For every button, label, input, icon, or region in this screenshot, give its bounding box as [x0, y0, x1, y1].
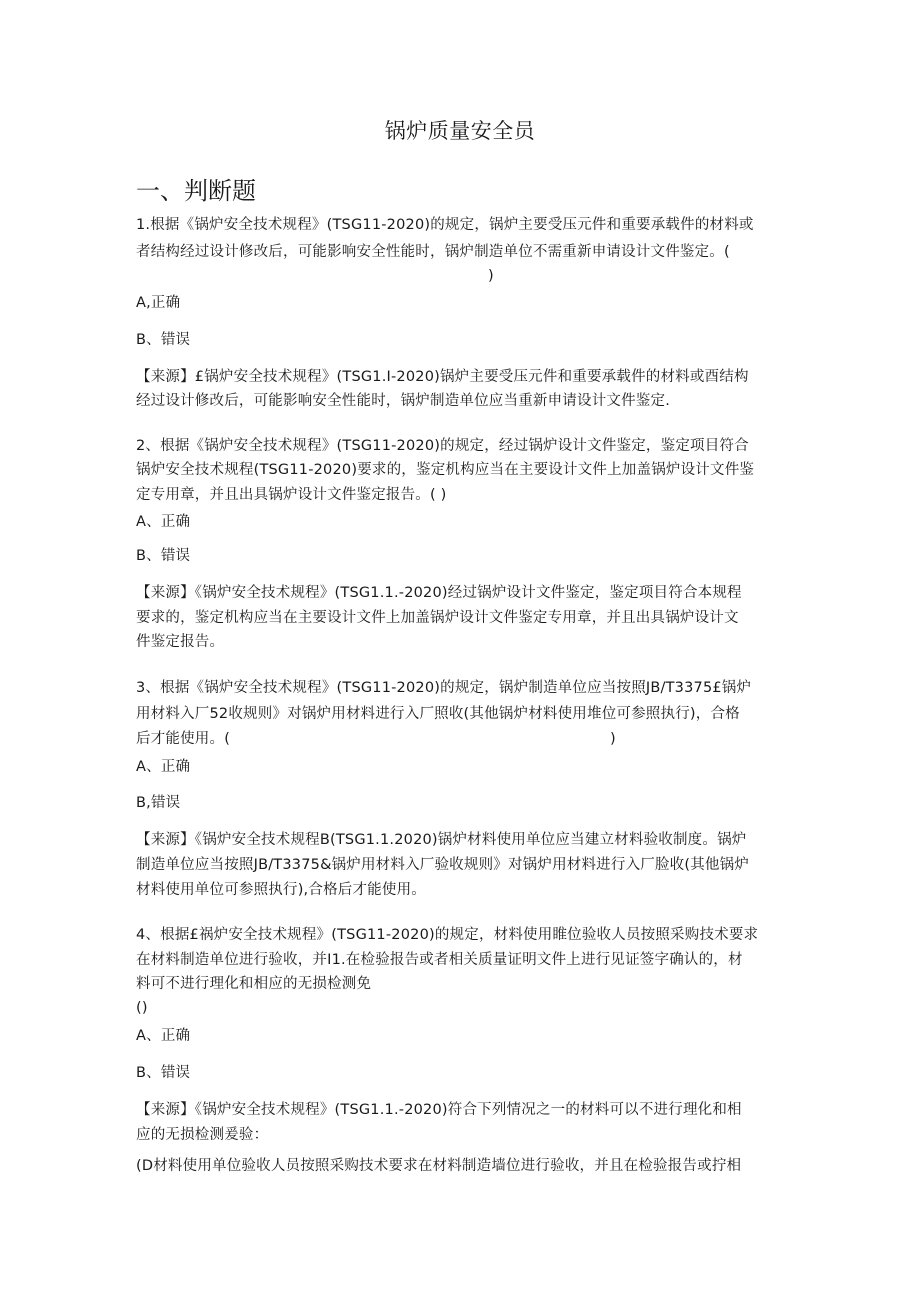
question-4-source-line-2: 应的无损检测爰验： [136, 1127, 269, 1143]
question-2-source-line-2: 要求的，鉴定机构应当在主要设计文件上加盖锅炉设计文件鉴定专用章，并且出具锅炉设计文 [136, 610, 739, 626]
question-1-option-b: B、错误 [136, 332, 191, 348]
question-3-stem-line-1: 3、根据《锅炉安全技术规程》(TSG11-2020)的规定，锅炉制造单位应当按照JB/T3375£锅炉 [136, 680, 752, 696]
question-3-option-b: B,错误 [136, 795, 181, 811]
question-3-source-line-3: 材料使用单位可参照执行),合格后才能使用。 [136, 882, 426, 898]
question-1-option-a: A,正确 [136, 295, 181, 311]
question-4-option-b: B、错误 [136, 1065, 191, 1081]
page-title: 锅炉质量安全员 [384, 119, 536, 143]
question-1-answer-paren: ) [488, 268, 494, 284]
question-4-option-a: A、正确 [136, 1028, 191, 1044]
question-4-stem-line-2: 在材料制造单位进行验收，并I1.在检验报告或者相关质量证明文件上进行见证签字确认的，材 [136, 952, 743, 968]
question-3-stem-line-3: 后才能使用。( [136, 731, 231, 747]
question-2-option-a: A、正确 [136, 514, 191, 530]
question-2-option-b: B、错误 [136, 548, 191, 564]
section-heading: 一、判断题 [136, 177, 256, 205]
question-1-source-line-1: 【来源】£锅炉安全技术规程》(TSG1.I-2020)锅炉主要受压元件和重要承载件的材料或酉结构 [136, 369, 749, 385]
question-3-option-a: A、正确 [136, 759, 191, 775]
question-2-source-line-3: 件鉴定报告。 [136, 634, 225, 650]
question-2-source-line-1: 【来源】《锅炉安全技术规程》(TSG1.1.-2020)经过锅炉设计文件鉴定，鉴定项目符合本规程 [136, 585, 742, 601]
question-3-source-line-1: 【来源】《锅炉安全技术规程B(TSG1.1.2020)锅炉材料使用单位应当建立材料验收制度。锅炉 [136, 832, 747, 848]
question-1-stem-line-1: 1.根据《锅炉安全技术规程》(TSG11-2020)的规定，锅炉主要受压元件和重要承载件的材料或 [136, 217, 754, 233]
question-2-stem-line-3: 定专用章，并且出具锅炉设计文件鉴定报告。( ) [136, 487, 447, 503]
question-4-stem-line-1: 4、根据£祸炉安全技术规程》(TSG11-2020)的规定，材料使用睢位验收人员按照采购技术要求 [136, 927, 759, 943]
question-2-stem-line-1: 2、根据《锅炉安全技术规程》(TSG11-2020)的规定，经过锅炉设计文件鉴定，鉴定项目符合 [136, 438, 749, 454]
question-2-stem-line-2: 锅炉安全技术规程(TSG11-2020)要求的，鉴定机构应当在主要设计文件上加盖锅炉设计文件鉴 [136, 462, 755, 478]
question-3-stem-line-2: 用材料入厂52收规则》对锅炉用材料进行入厂照收(其他锅炉材料使用堆位可参照执行)，合格 [136, 706, 740, 722]
question-3-source-line-2: 制造单位应当按照JB/T3375&锅炉用材料入厂验收规则》对锅炉用材料进行入厂脸收(其他锅炉 [136, 857, 750, 873]
question-4-source-line-1: 【来源】《锅炉安全技术规程》(TSG1.1.-2020)符合下列情况之一的材料可以不进行理化和相 [136, 1102, 742, 1118]
question-4-answer-paren: () [136, 1000, 148, 1016]
question-4-stem-line-3: 料可不进行理化和相应的无损检测免 [136, 976, 372, 992]
question-1-stem-line-2: 者结构经过设计修改后，可能影响安全性能时，锅炉制造单位不需重新申请设计文件鉴定。( [136, 244, 730, 260]
question-1-source-line-2: 经过设计修改后，可能影响安全性能时，锅炉制造单位应当重新申请设计文件鉴定. [136, 393, 671, 409]
question-4-source-line-3: (D材料使用单位验收人员按照采购技术要求在材料制造墙位进行验收，并且在检验报告或拧相 [136, 1158, 742, 1174]
question-3-answer-paren: ) [610, 731, 616, 747]
